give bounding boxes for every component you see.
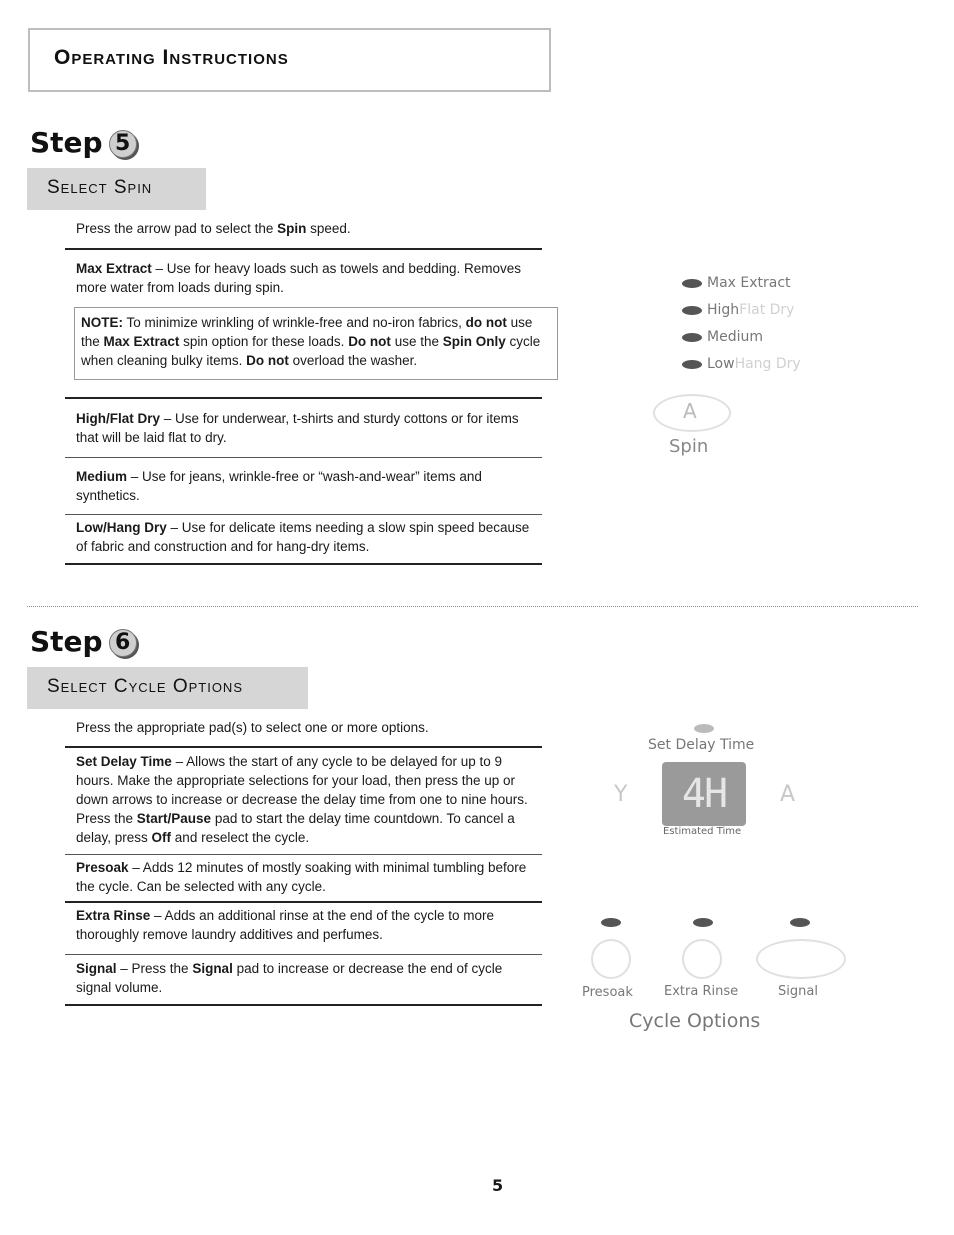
spin-option-medium xyxy=(76,467,536,505)
panel-text-faint: Hang Dry xyxy=(734,356,801,372)
note-bold: Max Extract xyxy=(103,334,180,349)
step5-section-bar xyxy=(27,168,206,210)
divider xyxy=(65,746,542,748)
note-text: use the xyxy=(81,315,533,349)
step6-section-title: Select Cycle Options xyxy=(47,676,243,697)
option-desc: pad to increase or decrease the end of cycle signal volume. xyxy=(76,961,503,995)
led-indicator xyxy=(693,918,713,927)
note-text: spin option for these loads. xyxy=(179,334,349,349)
option-extra-rinse xyxy=(76,906,538,944)
extra-rinse-label: Extra Rinse xyxy=(664,984,739,999)
option-desc: – Press the xyxy=(116,961,193,976)
spin-panel-illustration xyxy=(650,266,830,466)
option-desc: – Allows the start of any cycle to be delayed for up to 9 hours. Make the appropriate selections for your load, then press the up or down arrows to increase or decrease the delay time from one to nine hours. Press the xyxy=(76,754,528,826)
option-term: Extra Rinse xyxy=(76,908,151,923)
panel-text-faint: Flat Dry xyxy=(739,302,795,318)
estimated-time-caption: Estimated Time xyxy=(663,826,742,837)
up-arrow-icon: A xyxy=(683,399,697,423)
divider xyxy=(65,248,542,250)
cycle-options-title: Cycle Options xyxy=(629,1010,761,1032)
option-desc: – Adds 12 minutes of mostly soaking with minimal tumbling before the cycle. Can be selected with any cycle. xyxy=(76,860,527,894)
option-desc: – Use for jeans, wrinkle-free or “wash-and-wear” items and synthetics. xyxy=(76,469,482,503)
option-term: Presoak xyxy=(76,860,129,875)
led-indicator xyxy=(601,918,621,927)
spin-label-max-extract xyxy=(707,275,791,291)
led-indicator xyxy=(682,306,702,315)
divider xyxy=(65,457,542,458)
option-term: Max Extract xyxy=(76,261,152,276)
down-arrow-icon[interactable]: Y xyxy=(614,782,628,807)
option-signal xyxy=(76,959,538,997)
option-bold: Start/Pause xyxy=(136,811,212,826)
panel-text: High xyxy=(707,302,740,318)
spin-option-max-extract xyxy=(76,259,536,297)
option-set-delay-time xyxy=(76,752,538,847)
option-presoak xyxy=(76,858,538,896)
note-text: use the xyxy=(390,334,443,349)
note-box xyxy=(74,307,558,380)
divider xyxy=(65,854,542,855)
spin-label-high xyxy=(707,302,794,318)
divider xyxy=(65,397,542,399)
divider xyxy=(65,901,542,903)
option-bold: Off xyxy=(151,830,172,845)
led-indicator xyxy=(682,279,702,288)
led-indicator xyxy=(682,333,702,342)
page-number: 5 xyxy=(492,1176,504,1195)
option-desc: and reselect the cycle. xyxy=(171,830,310,845)
step6-label: Step xyxy=(30,625,103,658)
delay-panel-title: Set Delay Time xyxy=(648,737,755,753)
note-text: overload the washer. xyxy=(288,353,418,368)
note-bold: Do not xyxy=(348,334,391,349)
spin-button-label: Spin xyxy=(669,436,709,457)
up-arrow-icon[interactable]: A xyxy=(780,782,796,807)
extra-rinse-button[interactable] xyxy=(682,939,722,979)
step5-label: Step xyxy=(30,126,103,159)
divider xyxy=(65,954,542,955)
note-bold: Do not xyxy=(246,353,289,368)
divider xyxy=(65,1004,542,1006)
step5-heading xyxy=(30,126,137,159)
presoak-button[interactable] xyxy=(591,939,631,979)
step5-number: 5 xyxy=(109,130,137,158)
step5-intro xyxy=(76,219,546,238)
note-label: NOTE: xyxy=(81,315,123,330)
divider xyxy=(65,514,542,515)
panel-text: Medium xyxy=(707,329,763,345)
note-text: cycle when cleaning bulky items. xyxy=(81,334,541,368)
header-box xyxy=(28,28,551,92)
delay-time-display: 4H xyxy=(662,762,746,826)
spin-option-high-flat-dry xyxy=(76,409,536,447)
page-title: Operating Instructions xyxy=(54,46,289,69)
step5-intro-text: Press the arrow pad to select the xyxy=(76,221,278,236)
option-desc: – Use for delicate items needing a slow spin speed because of fabric and construction and for hang-dry items. xyxy=(76,520,530,554)
step5-intro-bold: Spin xyxy=(277,221,307,236)
step6-section-bar xyxy=(27,667,308,709)
option-desc: – Use for underwear, t-shirts and sturdy cottons or for items that will be laid flat to dry. xyxy=(76,411,519,445)
cycle-options-illustration xyxy=(578,912,858,1037)
option-desc: – Use for heavy loads such as towels and bedding. Removes more water from loads during spin. xyxy=(76,261,522,295)
signal-label: Signal xyxy=(778,984,818,999)
divider xyxy=(65,563,542,565)
panel-text: Low xyxy=(707,356,735,372)
led-indicator xyxy=(694,724,714,733)
section-divider xyxy=(27,606,918,607)
step6-heading xyxy=(30,625,137,658)
option-term: Low/Hang Dry xyxy=(76,520,167,535)
led-indicator xyxy=(682,360,702,369)
option-term: Medium xyxy=(76,469,128,484)
spin-label-medium xyxy=(707,329,763,345)
note-bold: Spin Only xyxy=(442,334,506,349)
option-desc: – Adds an additional rinse at the end of the cycle to more thoroughly remove laundry additives and perfumes. xyxy=(76,908,495,942)
step5-intro-text-end: speed. xyxy=(306,221,351,236)
option-desc: pad to start the delay time countdown. To cancel a delay, press xyxy=(76,811,515,845)
spin-option-low-hang-dry xyxy=(76,518,536,556)
option-bold: Signal xyxy=(192,961,233,976)
option-term: Set Delay Time xyxy=(76,754,172,769)
panel-text: Max Extract xyxy=(707,275,791,291)
signal-button[interactable] xyxy=(756,939,846,979)
spin-label-low xyxy=(707,356,801,372)
option-term: Signal xyxy=(76,961,117,976)
step5-section-title: Select Spin xyxy=(47,177,153,198)
presoak-label: Presoak xyxy=(582,985,633,1000)
led-indicator xyxy=(790,918,810,927)
option-term: High/Flat Dry xyxy=(76,411,161,426)
step6-intro: Press the appropriate pad(s) to select one or more options. xyxy=(76,720,429,735)
step6-number: 6 xyxy=(109,629,137,657)
note-bold: do not xyxy=(465,315,507,330)
delay-panel-illustration xyxy=(598,718,818,850)
note-text: To minimize wrinkling of wrinkle-free and no-iron fabrics, xyxy=(123,315,466,330)
